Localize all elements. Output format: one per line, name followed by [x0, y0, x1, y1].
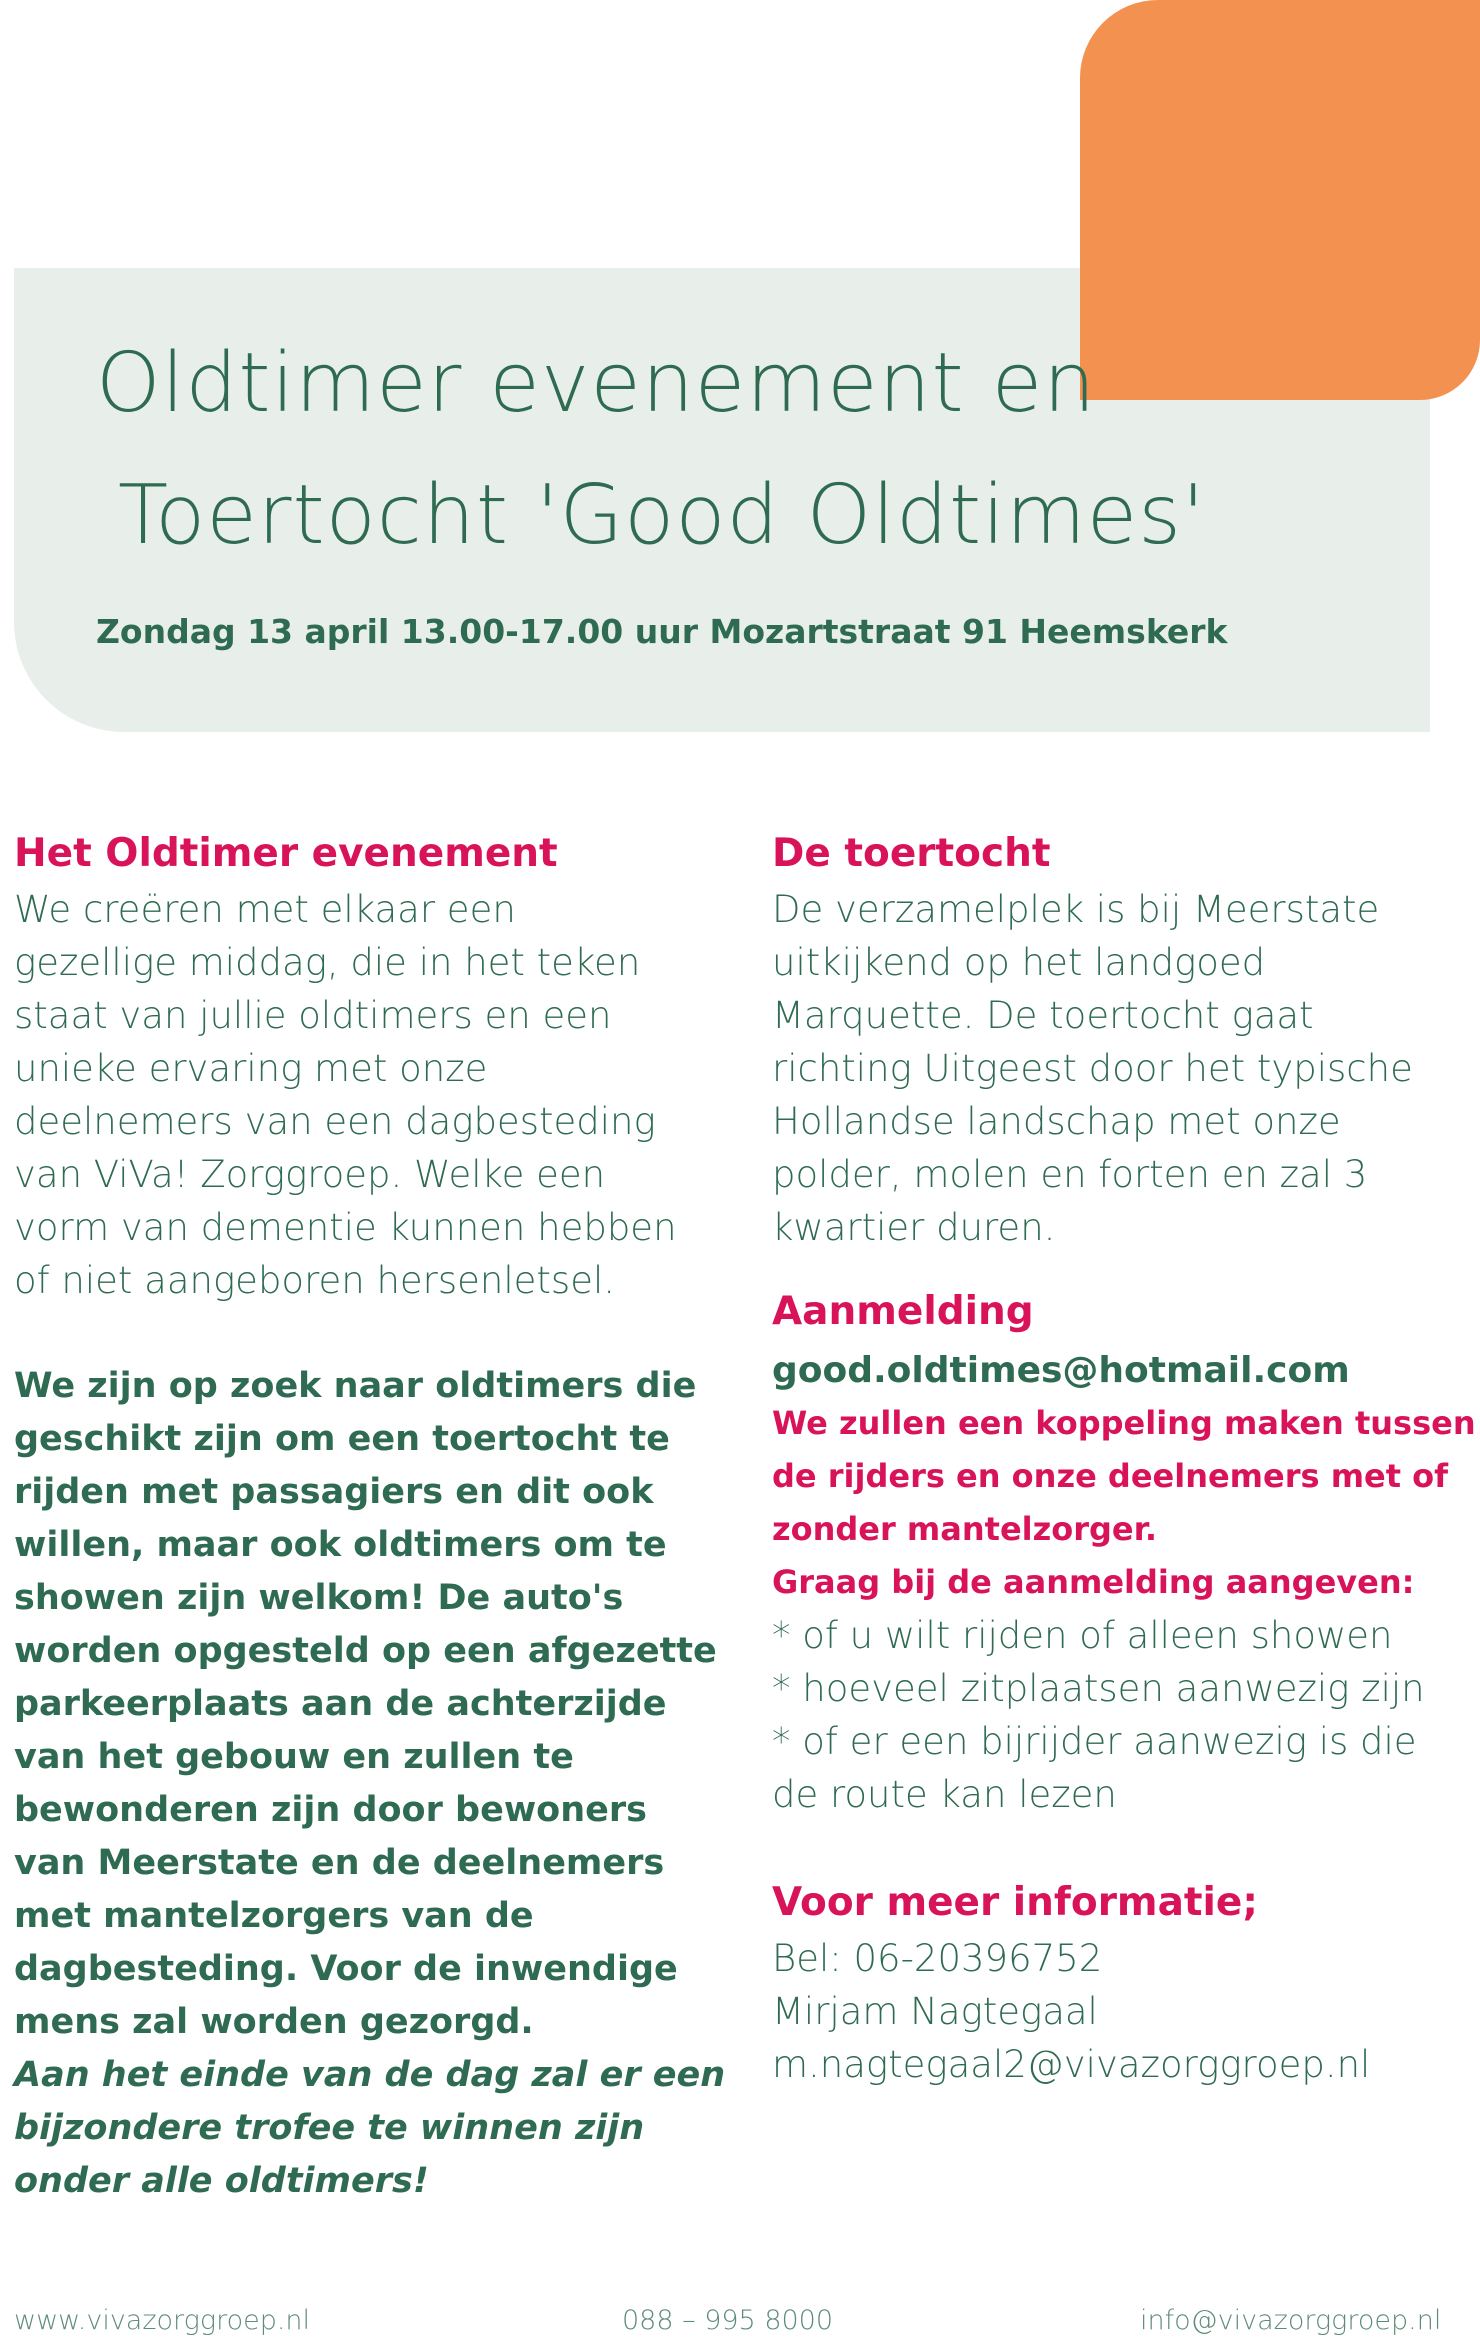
list-item: de route kan lezen	[772, 1773, 1117, 1816]
signup-email[interactable]: good.oldtimes@hotmail.com	[772, 1350, 1350, 1391]
trophy-note	[14, 2049, 726, 2208]
text-line: van het gebouw en zullen te	[14, 1737, 574, 1777]
text-line: We creëren met elkaar een	[14, 888, 516, 931]
text-line: mens zal worden gezorgd.	[14, 2002, 534, 2042]
title-line-1: Oldtimer evenement en	[96, 336, 1097, 431]
text-line: geschikt zijn om een toertocht te	[14, 1419, 670, 1459]
text-line: Aan het einde van de dag zal er een	[14, 2055, 726, 2095]
text-line: polder, molen en forten en zal 3	[772, 1153, 1368, 1196]
section-heading-signup: Aanmelding	[772, 1289, 1034, 1334]
signup-instructions	[772, 1397, 1476, 1609]
event-subtitle: Zondag 13 april 13.00-17.00 uur Mozartstraat 91 Heemskerk	[96, 612, 1228, 651]
text-line: Hollandse landschap met onze	[772, 1100, 1341, 1143]
tour-description	[772, 883, 1472, 1254]
text-line: van ViVa! Zorggroep. Welke een	[14, 1153, 606, 1196]
text-line: gezellige middag, die in het teken	[14, 941, 641, 984]
text-line: dagbesteding. Voor de inwendige	[14, 1949, 678, 1989]
text-line: Marquette. De toertocht gaat	[772, 994, 1314, 1037]
text-line: zonder mantelzorger.	[772, 1510, 1157, 1548]
list-item: * hoeveel zitplaatsen aanwezig zijn	[772, 1667, 1425, 1710]
right-column	[772, 825, 1476, 2091]
contact-phone[interactable]: Bel: 06-20396752	[772, 1937, 1103, 1980]
orange-decoration	[1080, 0, 1480, 400]
text-line: de rijders en onze deelnemers met of	[772, 1457, 1449, 1495]
text-line: De verzamelplek is bij Meerstate	[772, 888, 1380, 931]
text-line: bijzondere trofee te winnen zijn	[14, 2108, 645, 2148]
section-heading-event: Het Oldtimer evenement	[14, 831, 558, 876]
text-line: uitkijkend op het landgoed	[772, 941, 1266, 984]
section-heading-info: Voor meer informatie;	[772, 1880, 1258, 1925]
left-column	[14, 825, 726, 2208]
title-line-2: Toertocht 'Good Oldtimes'	[118, 468, 1206, 563]
text-line: van Meerstate en de deelnemers	[14, 1843, 665, 1883]
text-line: vorm van dementie kunnen hebben	[14, 1206, 677, 1249]
text-line: kwartier duren.	[772, 1206, 1056, 1249]
footer-website[interactable]: www.vivazorggroep.nl	[14, 2305, 311, 2336]
list-item: * of u wilt rijden of alleen showen	[772, 1614, 1393, 1657]
footer-phone[interactable]: 088 – 995 8000	[622, 2305, 834, 2336]
text-line: unieke ervaring met onze	[14, 1047, 488, 1090]
text-line: We zullen een koppeling maken tussen	[772, 1404, 1476, 1442]
list-item: * of er een bijrijder aanwezig is die	[772, 1720, 1417, 1763]
text-line: worden opgesteld op een afgezette	[14, 1631, 717, 1671]
text-line: willen, maar ook oldtimers om te	[14, 1525, 667, 1565]
text-line: Graag bij de aanmelding aangeven:	[772, 1563, 1415, 1601]
event-call-to-action	[14, 1360, 717, 2049]
footer-email[interactable]: info@vivazorggroep.nl	[1140, 2305, 1442, 2336]
text-line: bewonderen zijn door bewoners	[14, 1790, 647, 1830]
text-line: We zijn op zoek naar oldtimers die	[14, 1366, 697, 1406]
text-line: rijden met passagiers en dit ook	[14, 1472, 654, 1512]
text-line: staat van jullie oldtimers en een	[14, 994, 612, 1037]
text-line: onder alle oldtimers!	[14, 2161, 429, 2201]
text-line: of niet aangeboren hersenletsel.	[14, 1259, 615, 1302]
text-line: parkeerplaats aan de achterzijde	[14, 1684, 667, 1724]
text-line: deelnemers van een dagbesteding	[14, 1100, 656, 1143]
text-line: met mantelzorgers van de	[14, 1896, 534, 1936]
contact-email[interactable]: m.nagtegaal2@vivazorggroep.nl	[772, 2043, 1371, 2086]
section-heading-tour: De toertocht	[772, 831, 1051, 876]
text-line: showen zijn welkom! De auto's	[14, 1578, 624, 1618]
event-intro	[14, 883, 714, 1307]
contact-info	[772, 1932, 1472, 2091]
text-line: richting Uitgeest door het typische	[772, 1047, 1413, 1090]
contact-name: Mirjam Nagtegaal	[772, 1990, 1098, 2033]
signup-list	[772, 1609, 1472, 1821]
